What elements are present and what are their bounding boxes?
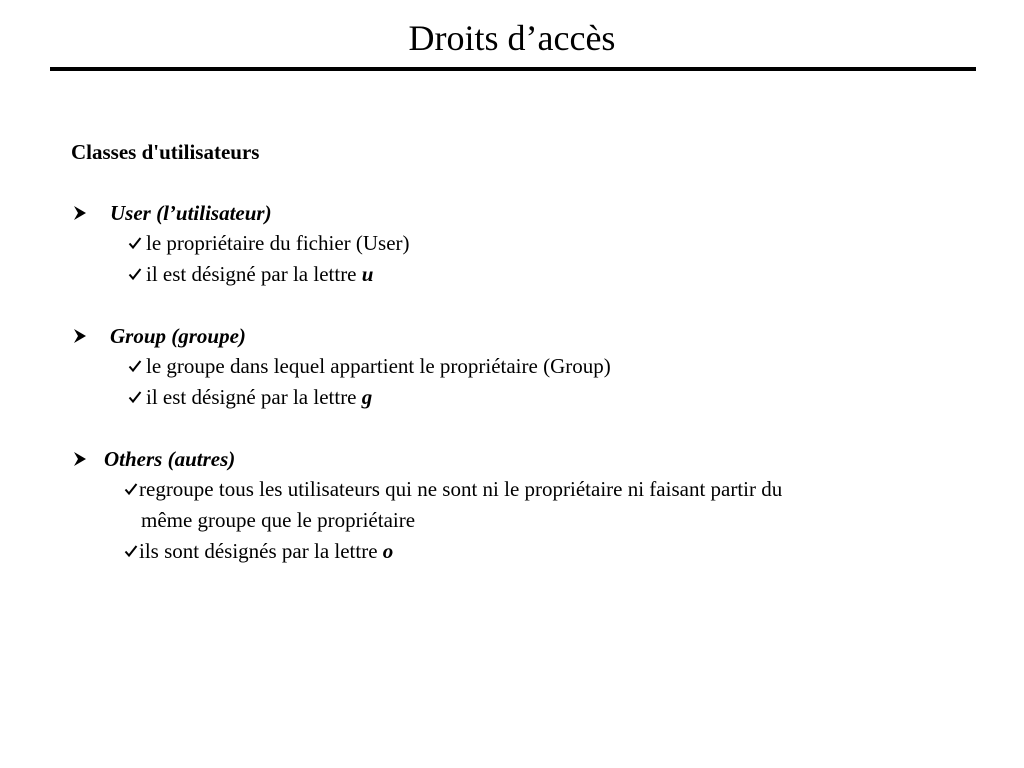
arrow-bullet-icon [73, 327, 87, 345]
check-icon [128, 359, 142, 373]
check-icon [124, 482, 138, 496]
list-item [128, 259, 373, 289]
bullet-others [73, 444, 87, 474]
item-text: il est désigné par la lettre [146, 262, 362, 286]
item-text-continuation: même groupe que le propriétaire [141, 508, 416, 532]
class-letter: g [361, 385, 373, 409]
item-text: ils sont désignés par la lettre [139, 539, 383, 563]
check-icon [128, 267, 142, 281]
check-icon [124, 544, 138, 558]
others-class-title: Others (autres) [104, 447, 236, 471]
check-icon [128, 236, 142, 250]
item-text: le propriétaire du fichier (User) [146, 231, 410, 255]
user-class-title: User (l’utilisateur) [110, 201, 272, 225]
arrow-bullet-icon [73, 204, 87, 222]
class-letter: o [382, 539, 394, 563]
bullet-group [73, 321, 87, 351]
group-class-title: Group (groupe) [110, 324, 246, 348]
slide-title: Droits d’accès [408, 18, 616, 58]
list-item [124, 536, 393, 566]
class-letter: u [361, 262, 374, 286]
item-text: le groupe dans lequel appartient le propriétaire (Group) [146, 354, 611, 378]
check-icon [128, 390, 142, 404]
list-item [128, 351, 611, 381]
item-text: regroupe tous les utilisateurs qui ne sont ni le propriétaire ni faisant partir du [139, 477, 783, 501]
list-item [128, 228, 410, 258]
list-item [124, 474, 782, 504]
list-item [128, 382, 372, 412]
arrow-bullet-icon [73, 450, 87, 468]
item-text: il est désigné par la lettre [146, 385, 362, 409]
section-heading: Classes d'utilisateurs [71, 140, 260, 164]
bullet-user [73, 198, 87, 228]
